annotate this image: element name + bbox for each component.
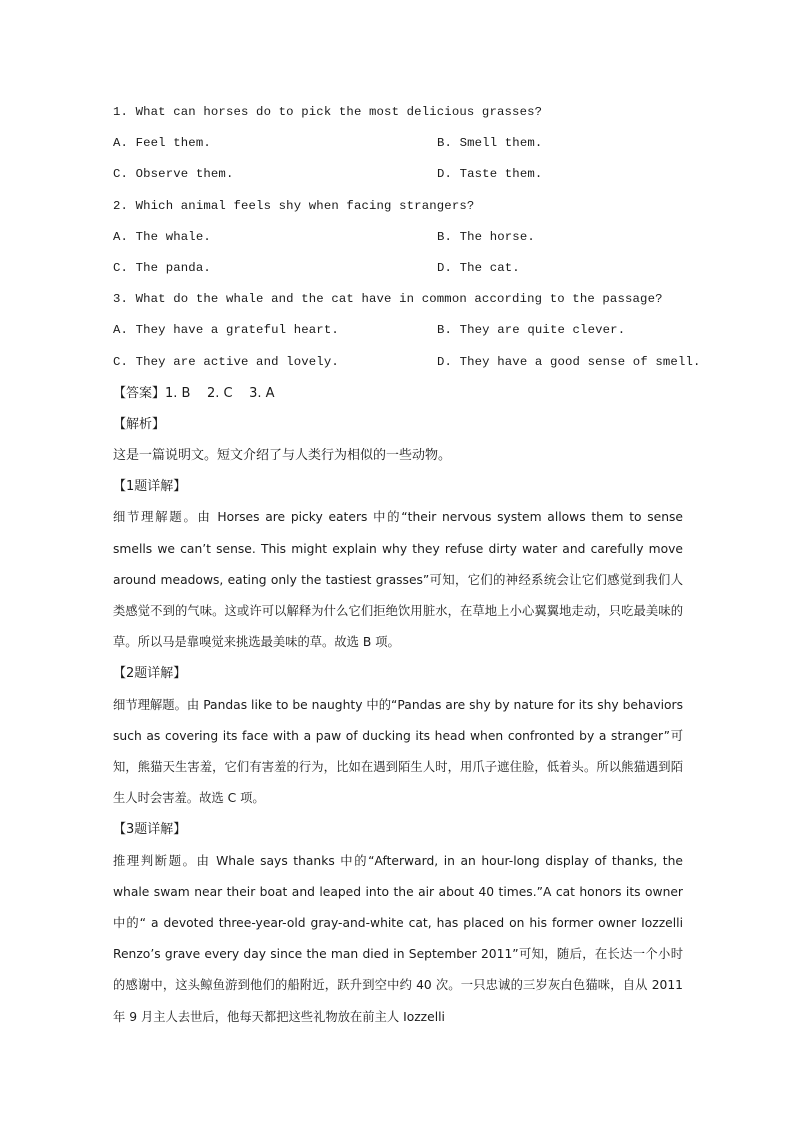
detail-1-text: 细节理解题。由 Horses are picky eaters 中的“their nervous system allows them to sense smells we can’t sense. This might explain why they refuse dirty water and carefully move around meadows, eating only the tastiest grasses”可知，它们的神经系统会让它们感觉到我们人类感觉不到的气味。这或许可以解释为什么它们拒绝饮用脏水，在草地上小心翼翼地走动，只吃最美味的草。所以马是靠嗅觉来挑选最美味的草。故选 B 项。 [113, 510, 683, 650]
answer-line: 【答案】1. B 2. C 3. A [113, 385, 275, 401]
question-3-options-row-2 [113, 347, 701, 378]
question-2-option-c: C. The panda. [113, 260, 211, 275]
analysis-heading: 【解析】 [113, 416, 166, 432]
question-2-stem: 2. Which animal feels shy when facing strangers? [113, 198, 475, 213]
detail-1-heading: 【1题详解】 [113, 479, 187, 495]
detail-3-text: 推理判断题。由 Whale says thanks 中的“Afterward, in an hour-long display of thanks, the whale swam near their boat and leaped into the air about 40 times.”A cat honors its owner 中的“ a devoted three-year-old gray-and-white cat, has placed on his former owner Iozzelli Renzo’s grave every day since the man died in September 2011”可知，随后，在长达一个小时的感谢中，这头鲸鱼游到他们的船附近，跃升到空中约 40 次。一只忠诚的三岁灰白色猫咪，自从 2011 年 9 月主人去世后，他每天都把这些礼物放在前主人 Iozzelli [113, 853, 683, 1024]
question-2-option-b: B. The horse. [437, 229, 535, 244]
question-2-options-row-1 [113, 222, 683, 253]
question-3-option-b: B. They are quite clever. [437, 323, 626, 338]
detail-2-text: 细节理解题。由 Pandas like to be naughty 中的“Pandas are shy by nature for its shy behaviors such as covering its face with a paw of ducking its head when confronted by a stranger”可知，熊猫天生害羞，它们有害羞的行为，比如在遇到陌生人时，用爪子遮住脸，低着头。所以熊猫遇到陌生人时会害羞。故选 C 项。 [113, 697, 683, 806]
detail-3-heading: 【3题详解】 [113, 822, 187, 838]
question-1-option-c: C. Observe them. [113, 167, 234, 182]
question-3-option-c: C. They are active and lovely. [113, 354, 339, 369]
detail-2-heading: 【2题详解】 [113, 666, 187, 682]
question-2-option-a: A. The whale. [113, 229, 211, 244]
question-3-option-a: A. They have a grateful heart. [113, 323, 339, 338]
document-page [113, 97, 701, 1033]
question-1-option-a: A. Feel them. [113, 136, 211, 151]
question-1-option-d: D. Taste them. [437, 167, 543, 182]
question-3-option-d: D. They have a good sense of smell. [437, 354, 701, 369]
question-1-options-row-1 [113, 128, 683, 159]
question-2-options-row-2 [113, 253, 683, 284]
question-1-stem: 1. What can horses do to pick the most delicious grasses? [113, 105, 543, 119]
question-2-option-d: D. The cat. [437, 260, 520, 275]
question-3-options-row-1 [113, 315, 683, 346]
analysis-summary: 这是一篇说明文。短文介绍了与人类行为相似的一些动物。 [113, 448, 452, 464]
question-1-option-b: B. Smell them. [437, 136, 543, 151]
question-3-stem: 3. What do the whale and the cat have in common according to the passage? [113, 292, 663, 307]
question-1-options-row-2 [113, 159, 683, 190]
